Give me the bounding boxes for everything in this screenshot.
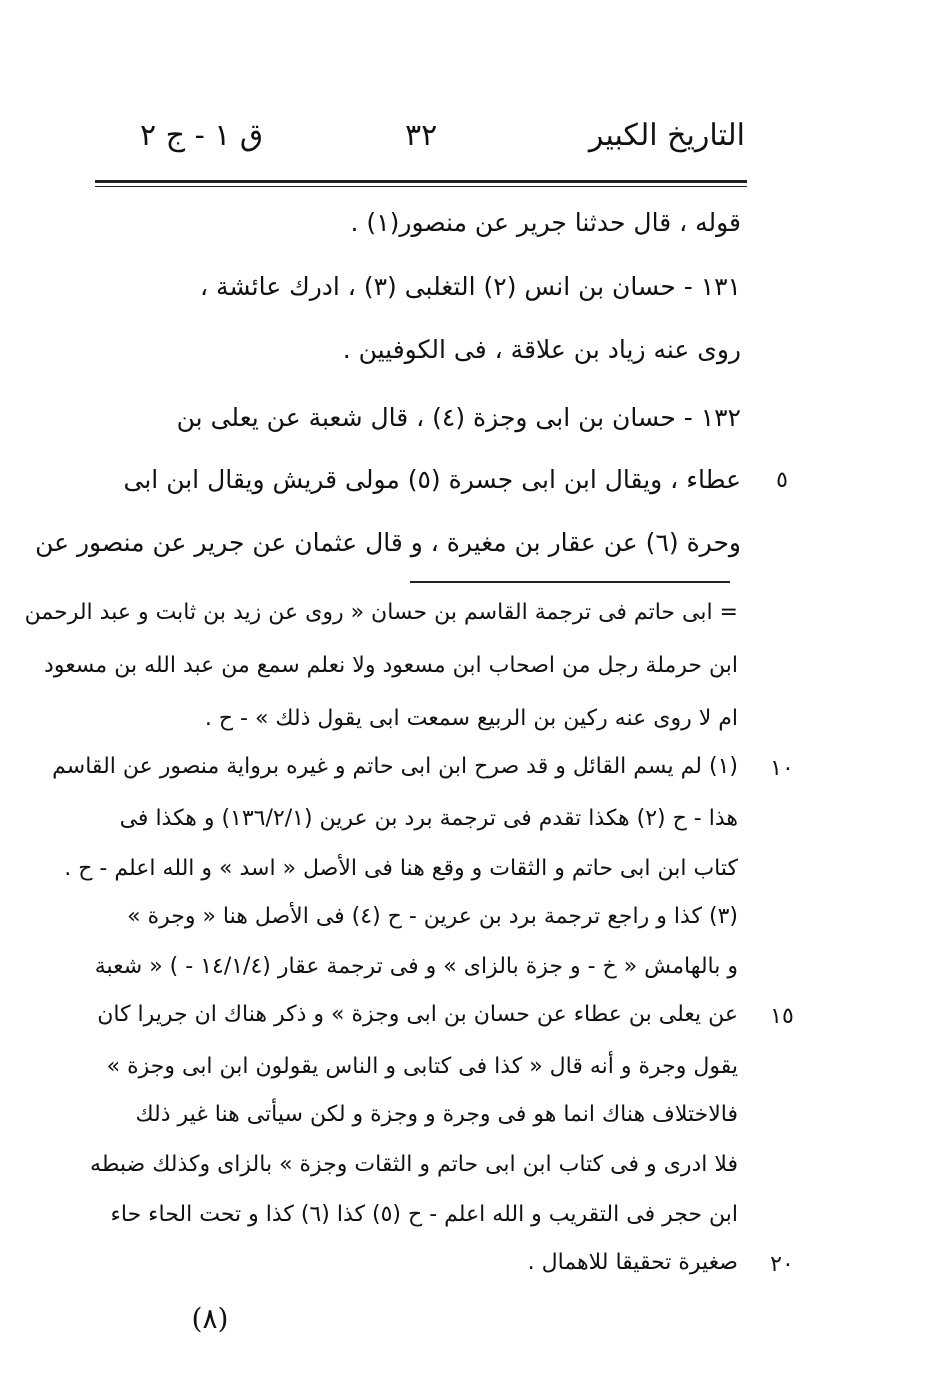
book-title: التاريخ الكبير [588, 118, 745, 153]
body-line: عطاء ، ويقال ابن ابى جسرة (٥) مولى قريش ويقال ابن ابى [123, 465, 741, 494]
footnote-line: كتاب ابن ابى حاتم و الثقات و وقع هنا فى الأصل « اسد » و الله اعلم - ح . [64, 856, 738, 881]
footnote-line: (١) لم يسم القائل و قد صرح ابن ابى حاتم و غيره برواية منصور عن القاسم [52, 754, 738, 779]
footnote-line: ابن حجر فى التقريب و الله اعلم - ح (٥) كذا (٦) كذا و تحت الحاء حاء [110, 1202, 738, 1227]
footnote-line: = ابى حاتم فى ترجمة القاسم بن حسان « روى عن زيد بن ثابت و عبد الرحمن [24, 600, 738, 625]
page-number: ٣٢ [405, 118, 438, 153]
page-header [95, 118, 745, 168]
signature-mark: (٨) [191, 1302, 229, 1335]
body-line: ١٣٢ - حسان بن ابى وجزة (٤) ، قال شعبة عن يعلى بن [176, 403, 741, 432]
footnote-separator [410, 581, 730, 583]
footnote-line: (٣) كذا و راجع ترجمة برد بن عرين - ح (٤) فى الأصل هنا « وجرة » [127, 904, 738, 929]
footnote-line: صغيرة تحقيقا للاهمال . [527, 1250, 738, 1275]
body-line: وحرة (٦) عن عقار بن مغيرة ، و قال عثمان عن جرير عن منصور عن [35, 528, 741, 557]
header-rule-thin [95, 186, 747, 187]
body-line: ١٣١ - حسان بن انس (٢) التغلبى (٣) ، ادرك عائشة ، [199, 272, 741, 301]
body-line: قوله ، قال حدثنا جرير عن منصور(١) . [350, 208, 741, 237]
line-number-20: ٢٠ [770, 1252, 794, 1277]
footnote-line: و بالهامش « خ - و جزة بالزاى » و فى ترجمة عقار (١٤/١/٤ - ) « شعبة [94, 954, 738, 979]
footnote-line: ام لا روى عنه ركين بن الربيع سمعت ابى يقول ذلك » - ح . [204, 706, 738, 731]
header-rule-thick [95, 180, 747, 183]
volume-part: ق ١ - ج ٢ [140, 118, 264, 153]
line-number-5: ٥ [776, 468, 788, 493]
footnote-line: فالاختلاف هناك انما هو فى وجرة و وجزة و لكن سيأتى هنا غير ذلك [135, 1102, 738, 1127]
line-number-10: ١٠ [770, 756, 794, 781]
body-line: روى عنه زياد بن علاقة ، فى الكوفيين . [342, 335, 741, 364]
footnote-line: ابن حرملة رجل من اصحاب ابن مسعود ولا نعلم سمع من عبد الله بن مسعود [44, 653, 738, 678]
footnote-line: يقول وجرة و أنه قال « كذا فى كتابى و الناس يقولون ابن ابى وجزة » [106, 1054, 738, 1079]
footnote-line: عن يعلى بن عطاء عن حسان بن ابى وجزة » و ذكر هناك ان جريرا كان [97, 1002, 738, 1027]
line-number-15: ١٥ [770, 1004, 794, 1029]
footnote-line: فلا ادرى و فى كتاب ابن ابى حاتم و الثقات وجزة » بالزاى وكذلك ضبطه [90, 1152, 738, 1177]
footnote-line: هذا - ح (٢) هكذا تقدم فى ترجمة برد بن عرين (١٣٦/٢/١) و هكذا فى [119, 806, 738, 831]
